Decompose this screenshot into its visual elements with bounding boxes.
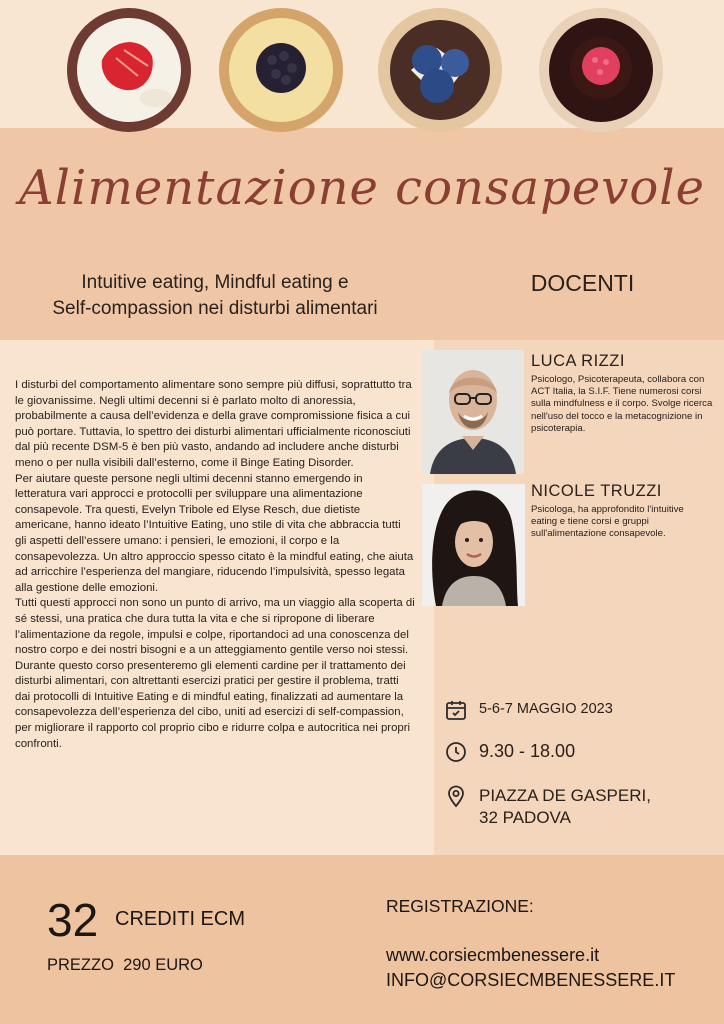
subtitle-line-2: Self-compassion nei disturbi alimentari bbox=[52, 298, 378, 319]
event-time: 9.30 - 18.00 bbox=[479, 741, 576, 761]
strawberry-tart-image bbox=[64, 8, 194, 138]
place-line-2: 32 PADOVA bbox=[479, 808, 571, 827]
teacher-name: LUCA RIZZI bbox=[531, 352, 625, 370]
description-paragraph: Tutti questi approcci non sono un punto di arrivo, ma un viaggio alla scoperta di sé stessi, una pratica che dura tutta la vita e che si ripropone di liberare l’alimentazione da regole, impulsi e colpe, riportandoci ad una conoscenza del nostro corpo e dei nostri bisogni e a un atteggiamento gentile verso noi stessi. bbox=[15, 597, 415, 657]
email-link[interactable]: INFO@CORSIECMBENESSERE.IT bbox=[386, 970, 676, 990]
teacher-name: NICOLE TRUZZI bbox=[531, 482, 662, 500]
teachers-heading: DOCENTI bbox=[530, 270, 635, 296]
blackberry-tart-image bbox=[216, 8, 346, 138]
clock-icon bbox=[444, 740, 468, 764]
course-subtitle bbox=[10, 270, 420, 322]
place-line-1: PIAZZA DE GASPERI, bbox=[479, 786, 651, 805]
event-date: 5-6-7 MAGGIO 2023 bbox=[479, 701, 613, 717]
website-link[interactable]: www.corsiecmbenessere.it bbox=[386, 945, 600, 965]
raspberry-tart-image bbox=[536, 8, 666, 138]
location-pin-icon bbox=[444, 784, 468, 808]
blueberry-tart-image bbox=[375, 8, 505, 138]
description-paragraph: I disturbi del comportamento alimentare sono sempre più diffusi, soprattutto tra le giovanissime. Negli ultimi decenni si è parlato molto di anoressia, probabilmente a causa dell’evidenza e della grave compromissione fisica a cui può portare. Tuttavia, lo spettro dei disturbi alimentari ufficialmente riconosciuti dal più recente DSM-5 è ben più vasto, andando ad includere anche disturbi meno o per nulla visibili dall’esterno, come il Binge Eating Disorder. bbox=[15, 379, 412, 469]
teacher-bio: Psicologo, Psicoterapeuta, collabora con ACT Italia, la S.I.F. Tiene numerosi corsi sulla mindfulness e il corpo. Svolge ricerca nell'uso del tocco e la metacognizione in psicoterapia. bbox=[531, 374, 713, 434]
footer-band bbox=[0, 855, 724, 1024]
price-value: 290 EURO bbox=[123, 956, 203, 974]
calendar-icon bbox=[444, 698, 468, 722]
price bbox=[47, 956, 203, 975]
subtitle-line-1: Intuitive eating, Mindful eating e bbox=[81, 272, 349, 293]
description-paragraph: Durante questo corso presenteremo gli elementi cardine per il trattamento dei disturbi alimentari, con altrettanti esercizi pratici per gestire il problema, tratti dai protocolli di Intuitive Eating e di mindful eating, finalizzati ad aumentare la consapevolezza dell’esperienza del cibo, uniti ad esercizi di self-compassion, per migliorare il rapporto col proprio cibo e ridurre colpa e autocritica nei propri confronti. bbox=[15, 659, 411, 750]
course-description bbox=[15, 378, 415, 752]
page-title: Alimentazione consapevole bbox=[18, 160, 706, 216]
description-paragraph: Per aiutare queste persone negli ultimi decenni stanno emergendo in letteratura vari approcci e protocolli per sviluppare una alimentazione consapevole. Tra questi, Evelyn Tribole ed Elyse Resch, due dietiste americane, hanno ideato l’Intuitive Eating, uno stile di vita che abbraccia tutti gli aspetti dell’essere umano: i pensieri, le emozioni, il corpo e la consapevolezza. Un altro approccio spesso citato è la mindful eating, che aiuta ad arricchire l’esperienza del mangiare, riducendo l’impulsività, spesso legata alla gestione delle emozioni. bbox=[15, 472, 414, 594]
ecm-credits-label: CREDITI ECM bbox=[115, 908, 245, 930]
luca-rizzi-photo bbox=[422, 350, 524, 474]
event-place bbox=[479, 785, 651, 829]
teacher-bio: Psicologa, ha approfondito l'intuitive eating e tiene corsi e gruppi sull'alimentazione consapevole. bbox=[531, 504, 684, 540]
price-label: PREZZO bbox=[47, 956, 114, 974]
nicole-truzzi-photo bbox=[422, 484, 525, 606]
ecm-credits-number: 32 bbox=[47, 894, 99, 946]
registration-label: REGISTRAZIONE: bbox=[386, 896, 534, 916]
